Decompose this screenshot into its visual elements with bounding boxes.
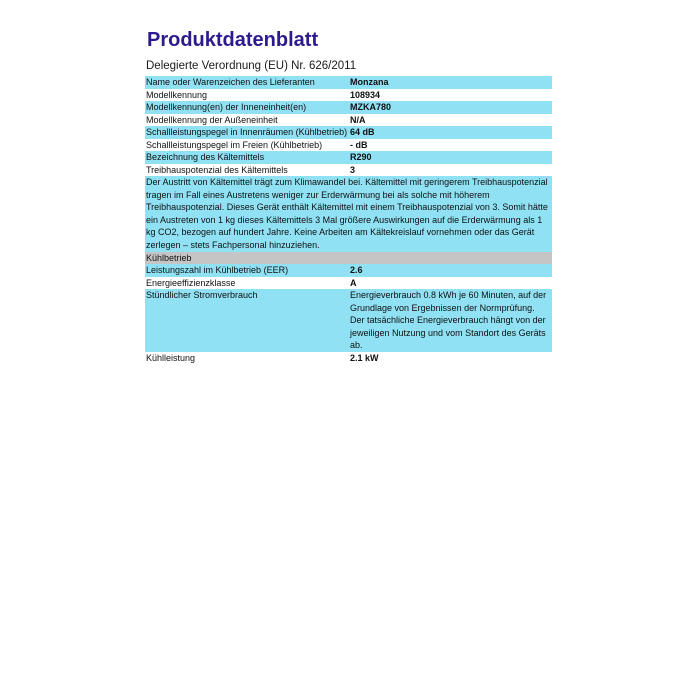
row-label: Stündlicher Stromverbrauch	[146, 290, 258, 301]
row-value: 2.1 kW	[350, 353, 379, 364]
table-row	[145, 89, 552, 102]
row-value: MZKA780	[350, 102, 392, 112]
row-value: 64 dB	[350, 127, 375, 137]
table-row	[145, 352, 552, 365]
row-label: Energieeffizienzklasse	[146, 277, 236, 288]
table-row	[145, 164, 552, 177]
product-data-sheet	[145, 28, 552, 365]
table-row	[145, 151, 552, 164]
row-value: A	[350, 277, 357, 288]
row-value: R290	[350, 152, 372, 162]
row-value: Monzana	[350, 77, 389, 87]
row-label: Bezeichnung des Kältemittels	[146, 152, 265, 162]
row-label: Modellkennung	[146, 89, 208, 100]
section-title: Kühlbetrieb	[146, 252, 192, 263]
row-label: Kühlleistung	[146, 353, 196, 364]
refrigerant-note: Der Austritt von Kältemittel trägt zum Klimawandel bei. Kältemittel mit geringerem Treibhauspotenzial tragen im Fall eines Austretens weniger zur Erderwärmung bei als solche mit höherem Treibhauspotenzial. Dieses Gerät enthält Kältemittel mit einem Treibhauspotenzial von 3. Somit hätte ein Austreten von 1 kg dieses Kältemittels 3 Mal größere Auswirkungen auf die Erderwärmung als 1 kg CO2, bezogen auf hundert Jahre. Keine Arbeiten am Kältekreislauf vornehmen oder das Gerät zerlegen – stets Fachpersonal hinzuziehen.	[145, 176, 552, 252]
table-row	[145, 101, 552, 114]
regulation-subtitle: Delegierte Verordnung (EU) Nr. 626/2011	[146, 60, 357, 72]
row-value: Energieverbrauch 0.8 kWh je 60 Minuten, auf der Grundlage von Ergebnissen der Normprüfung. Der tatsächliche Energieverbrauch hängt von der jeweiligen Nutzung und vom Standort des Geräts ab.	[350, 290, 547, 351]
section-header-cooling	[145, 252, 552, 265]
table-row	[145, 126, 552, 139]
table-row	[145, 114, 552, 127]
row-label: Schallleistungspegel in Innenräumen (Kühlbetrieb)	[146, 127, 348, 137]
row-label: Treibhauspotenzial des Kältemittels	[146, 164, 288, 175]
row-value: N/A	[350, 114, 366, 125]
row-value: 3	[350, 164, 356, 175]
table-row	[145, 277, 552, 290]
row-value: - dB	[350, 139, 368, 150]
row-label: Name oder Warenzeichen des Lieferanten	[146, 77, 315, 87]
row-value: 2.6	[350, 265, 363, 276]
page-title: Produktdatenblatt	[147, 29, 319, 51]
row-label: Modellkennung(en) der Inneneinheit(en)	[146, 102, 307, 112]
table-row	[145, 139, 552, 152]
row-label: Schallleistungspegel im Freien (Kühlbetrieb)	[146, 139, 323, 150]
row-value: 108934	[350, 89, 381, 100]
table-row	[145, 264, 552, 277]
row-label: Modellkennung der Außeneinheit	[146, 114, 278, 125]
row-label: Leistungszahl im Kühlbetrieb (EER)	[146, 265, 289, 276]
table-row	[145, 289, 552, 352]
table-row	[145, 76, 552, 89]
